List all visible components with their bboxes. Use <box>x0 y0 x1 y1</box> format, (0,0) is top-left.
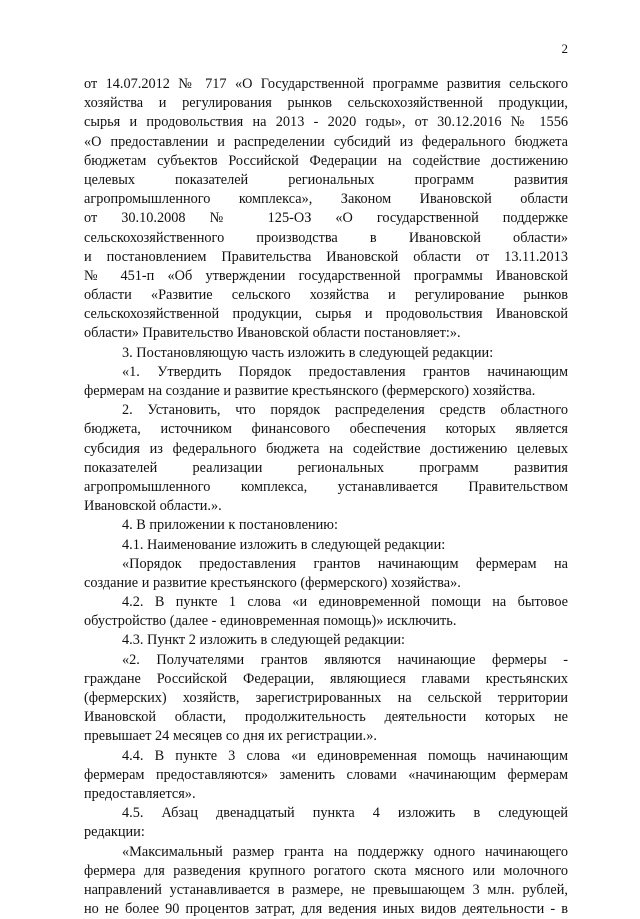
text-line: «О предоставлении и распределении субсидий из федерального бюджета <box>84 133 568 150</box>
text-line: субсидия из федерального бюджета на содействие достижению целевых <box>84 440 568 457</box>
text-line: граждане Российской Федерации, являющиеся главами крестьянских <box>84 670 568 687</box>
text-line: 2. Установить, что порядок распределения средств областного <box>122 402 568 419</box>
text-line: «Максимальный размер гранта на поддержку одного начинающего <box>122 843 568 860</box>
text-line: предоставляется». <box>84 785 196 802</box>
text-line: фермера для разведения крупного рогатого скота мясного или молочного <box>84 862 568 879</box>
text-line: Ивановской области, продолжительность деятельности которых не <box>84 709 568 726</box>
text-line: «Порядок предоставления грантов начинающим фермерам на <box>122 555 568 572</box>
text-line: агропромышленного комплекса, устанавливается Правительством <box>84 478 568 495</box>
text-line: целевых показателей региональных программ развития <box>84 171 568 188</box>
text-line: области» Правительство Ивановской области постановляет:». <box>84 325 461 342</box>
text-line: Ивановской области.». <box>84 498 222 515</box>
text-line: № 451-п «Об утверждении государственной программы Ивановской <box>84 267 568 284</box>
text-line: 4.1. Наименование изложить в следующей редакции: <box>122 536 446 553</box>
document-body <box>84 75 568 919</box>
text-line: показателей реализации региональных программ развития <box>84 459 568 476</box>
text-line: 4. В приложении к постановлению: <box>122 517 338 534</box>
text-line: 4.3. Пункт 2 изложить в следующей редакции: <box>122 632 405 649</box>
text-line: но не более 90 процентов затрат, для ведения иных видов деятельности - в <box>84 901 568 918</box>
text-line: бюджетам субъектов Российской Федерации на содействие достижению <box>84 152 568 169</box>
page-number: 2 <box>561 41 568 56</box>
text-line: 4.2. В пункте 1 слова «и единовременной помощи на бытовое <box>122 594 568 611</box>
text-line: редакции: <box>84 824 145 841</box>
text-line: и постановлением Правительства Ивановской области от 13.11.2013 <box>84 248 568 265</box>
text-line: области «Развитие сельского хозяйства и регулирование рынков <box>84 287 568 304</box>
text-line: превышает 24 месяцев со дня их регистрации.». <box>84 728 377 745</box>
text-line: фермерам предоставляются» заменить словами «начинающим фермерам <box>84 766 568 783</box>
text-line: 4.5. Абзац двенадцатый пункта 4 изложить в следующей <box>122 805 568 822</box>
text-line: хозяйства и регулирования рынков сельскохозяйственной продукции, <box>84 95 568 112</box>
text-line: обустройство (далее - единовременная помощь)» исключить. <box>84 613 457 630</box>
text-line: направлений устанавливается в размере, не превышающем 3 млн. рублей, <box>84 881 568 898</box>
text-line: «2. Получателями грантов являются начинающие фермеры - <box>122 651 568 668</box>
text-line: фермерам на создание и развитие крестьянского (фермерского) хозяйства. <box>84 383 536 399</box>
text-line: сельскохозяйственной продукции, сырья и продовольствия Ивановской <box>84 306 568 323</box>
text-line: 4.4. В пункте 3 слова «и единовременная помощь начинающим <box>122 747 568 764</box>
text-line: создание и развитие крестьянского (фермерского) хозяйства». <box>84 574 461 591</box>
text-line: 3. Постановляющую часть изложить в следующей редакции: <box>122 344 494 361</box>
text-line: от 14.07.2012 № 717 «О Государственной программе развития сельского <box>84 76 568 92</box>
text-line: сырья и продовольствия на 2013 - 2020 годы», от 30.12.2016 № 1556 <box>84 114 568 131</box>
text-line: бюджета, источником финансового обеспечения которых является <box>84 421 568 438</box>
text-line: сельскохозяйственного производства в Ивановской области» <box>84 229 568 246</box>
text-line: «1. Утвердить Порядок предоставления грантов начинающим <box>122 363 568 380</box>
text-line: агропромышленного комплекса», Законом Ивановской области <box>84 191 568 208</box>
text-line: (фермерских) хозяйств, зарегистрированных на сельской территории <box>84 690 568 706</box>
text-line: от 30.10.2008 № 125-ОЗ «О государственной поддержке <box>84 210 568 227</box>
